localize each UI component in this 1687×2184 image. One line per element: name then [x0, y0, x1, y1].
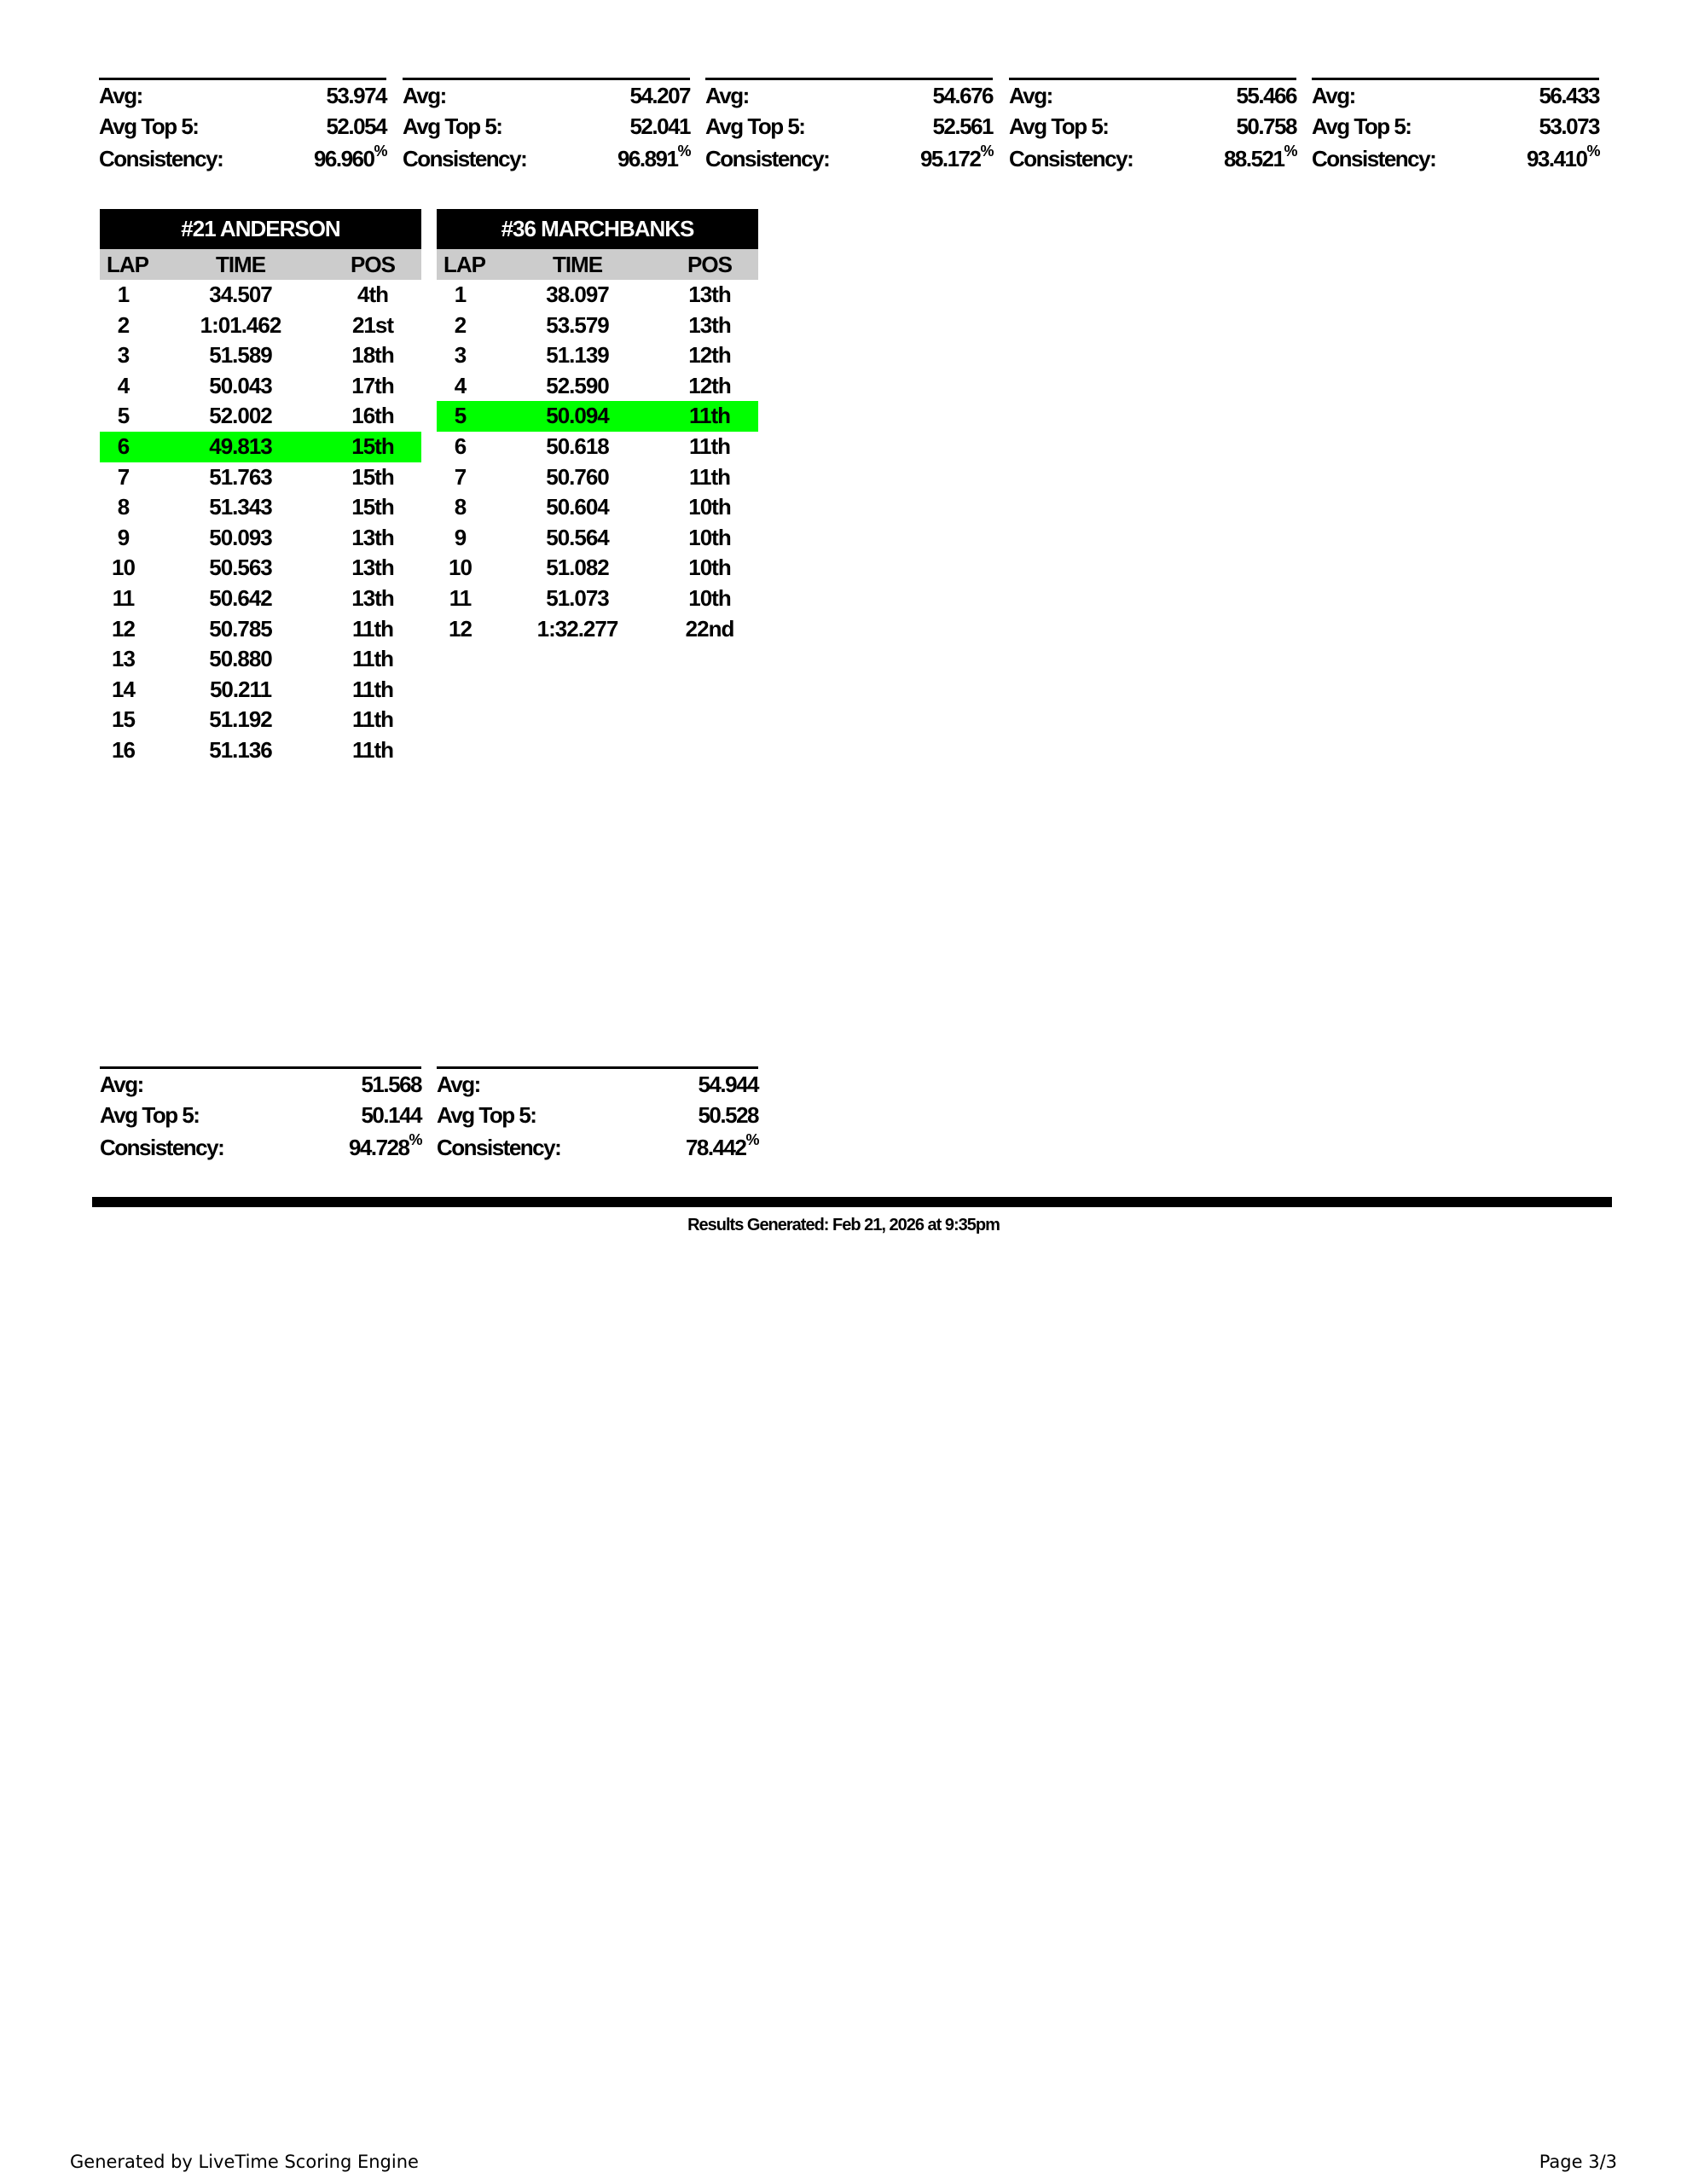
lap-position: 10th — [688, 584, 731, 611]
consistency-row — [1009, 142, 1296, 176]
lap-time: 51.136 — [209, 736, 272, 763]
consistency-row — [100, 1130, 421, 1165]
lap-number: 15 — [112, 706, 135, 733]
consistency-label: Consistency: — [705, 146, 830, 171]
avg-label: Avg: — [1312, 83, 1355, 108]
avg-top-5-number: 52.041 — [629, 113, 690, 139]
lap-position: 15th — [351, 433, 394, 459]
consistency-number: 96.960 — [313, 146, 374, 171]
lap-row — [100, 705, 421, 735]
lap-number: 7 — [454, 463, 467, 490]
avg-top-5-value — [1236, 111, 1296, 142]
lap-number: 4 — [117, 372, 130, 398]
consistency-value — [1224, 142, 1296, 176]
lap-time: 49.813 — [209, 433, 272, 459]
lap-summary — [437, 1066, 758, 1165]
lap-row — [100, 492, 421, 523]
lap-row — [437, 371, 758, 402]
lap-time: 50.564 — [546, 524, 609, 550]
percent-sign: % — [409, 1131, 421, 1148]
lap-position: 11th — [688, 433, 731, 459]
column-lap: LAP — [443, 252, 485, 277]
consistency-number: 94.728 — [348, 1135, 409, 1160]
avg-top-5-value — [629, 111, 690, 142]
consistency-value — [349, 1130, 421, 1165]
consistency-number: 93.410 — [1526, 146, 1587, 171]
avg-top-5-row — [705, 111, 993, 142]
avg-row — [100, 1069, 421, 1100]
avg-value — [326, 80, 386, 111]
lap-time: 50.043 — [209, 372, 272, 398]
lap-number: 12 — [449, 615, 472, 642]
lap-number: 2 — [454, 311, 467, 338]
avg-top-5-value — [326, 111, 386, 142]
lap-time: 50.211 — [209, 676, 272, 702]
avg-top-5-number: 52.054 — [326, 113, 386, 139]
avg-label: Avg: — [100, 1072, 143, 1097]
driver-table — [100, 209, 421, 766]
lap-time: 50.785 — [209, 615, 272, 642]
consistency-value — [920, 142, 993, 176]
consistency-row — [437, 1130, 758, 1165]
lap-time: 51.139 — [546, 342, 609, 369]
lap-row — [437, 280, 758, 311]
lap-number: 3 — [117, 342, 130, 369]
lap-number: 12 — [112, 615, 135, 642]
lap-number: 8 — [117, 494, 130, 520]
avg-number: 53.974 — [326, 83, 386, 108]
lap-time: 1:01.462 — [200, 311, 281, 338]
lap-time: 53.579 — [546, 311, 609, 338]
lap-summary — [1009, 78, 1296, 176]
column-lap: LAP — [107, 252, 148, 277]
avg-number: 55.466 — [1236, 83, 1296, 108]
lap-time: 34.507 — [209, 282, 272, 307]
lap-time: 50.642 — [209, 584, 272, 611]
lap-number: 16 — [112, 736, 135, 763]
avg-row — [705, 80, 993, 111]
column-time: TIME — [552, 252, 603, 277]
consistency-row — [1312, 142, 1599, 176]
consistency-row — [705, 142, 993, 176]
lap-number: 1 — [117, 282, 130, 307]
lap-position: 15th — [351, 494, 394, 520]
avg-number: 54.676 — [932, 83, 993, 108]
lap-position: 13th — [688, 282, 731, 307]
lap-number: 11 — [112, 584, 135, 611]
lap-number: 5 — [454, 403, 467, 429]
lap-number: 9 — [454, 524, 467, 550]
lap-position: 13th — [351, 524, 394, 550]
avg-label: Avg: — [705, 83, 749, 108]
lap-time: 50.880 — [209, 646, 272, 672]
avg-value — [698, 1069, 758, 1100]
lap-position: 11th — [351, 615, 394, 642]
avg-top-5-row — [99, 111, 386, 142]
lap-position: 11th — [688, 463, 731, 490]
consistency-label: Consistency: — [1312, 146, 1436, 171]
lap-number: 8 — [454, 494, 467, 520]
avg-value — [1236, 80, 1296, 111]
lap-row — [100, 553, 421, 584]
lap-number: 11 — [449, 584, 472, 611]
avg-top-5-value — [361, 1100, 421, 1130]
avg-top-5-label: Avg Top 5: — [99, 113, 199, 139]
column-pos: POS — [687, 252, 732, 277]
lap-row — [100, 311, 421, 341]
lap-row — [437, 523, 758, 554]
consistency-label: Consistency: — [1009, 146, 1133, 171]
lap-time: 50.760 — [546, 463, 609, 490]
consistency-row — [403, 142, 690, 176]
lap-row — [437, 553, 758, 584]
best-lap-row — [100, 432, 421, 462]
lap-row — [437, 584, 758, 614]
lap-time: 52.002 — [209, 403, 272, 429]
results-generated-text: Results Generated: Feb 21, 2026 at 9:35pm — [687, 1216, 1000, 1234]
lap-number: 10 — [449, 555, 472, 581]
results-divider — [92, 1197, 1612, 1207]
lap-row — [437, 340, 758, 371]
avg-top-5-number: 53.073 — [1539, 113, 1599, 139]
avg-top-5-label: Avg Top 5: — [100, 1102, 200, 1128]
footer-generator: Generated by LiveTime Scoring Engine — [70, 2152, 419, 2172]
avg-row — [99, 80, 386, 111]
best-lap-row — [437, 401, 758, 432]
avg-top-5-label: Avg Top 5: — [1312, 113, 1412, 139]
lap-time: 50.563 — [209, 555, 272, 581]
driver-name-header: #36 MARCHBANKS — [437, 209, 758, 249]
lap-position: 10th — [688, 524, 731, 550]
avg-value — [361, 1069, 421, 1100]
lap-time: 50.094 — [546, 403, 609, 429]
avg-top-5-value — [932, 111, 993, 142]
avg-top-5-number: 50.758 — [1236, 113, 1296, 139]
lap-position: 18th — [351, 342, 394, 369]
lap-time: 50.604 — [546, 494, 609, 520]
column-time: TIME — [215, 252, 266, 277]
consistency-number: 96.891 — [617, 146, 678, 171]
avg-top-5-number: 50.144 — [361, 1102, 421, 1128]
percent-sign: % — [374, 142, 386, 160]
lap-time: 52.590 — [546, 372, 609, 398]
lap-position: 11th — [351, 676, 394, 702]
lap-number: 5 — [117, 403, 130, 429]
lap-summary — [99, 78, 386, 176]
avg-number: 54.207 — [629, 83, 690, 108]
avg-row — [403, 80, 690, 111]
percent-sign: % — [745, 1131, 758, 1148]
avg-top-5-label: Avg Top 5: — [437, 1102, 536, 1128]
lap-position: 4th — [357, 282, 388, 307]
consistency-label: Consistency: — [100, 1135, 224, 1160]
driver-table — [437, 209, 758, 644]
lap-row — [437, 492, 758, 523]
avg-value — [932, 80, 993, 111]
avg-top-5-row — [1009, 111, 1296, 142]
lap-time: 51.073 — [546, 584, 609, 611]
avg-row — [1009, 80, 1296, 111]
lap-number: 7 — [117, 463, 130, 490]
percent-sign: % — [1586, 142, 1599, 160]
avg-top-5-value — [1539, 111, 1599, 142]
lap-row — [100, 523, 421, 554]
avg-top-5-value — [698, 1100, 758, 1130]
column-pos: POS — [351, 252, 395, 277]
avg-top-5-number: 52.561 — [932, 113, 993, 139]
avg-number: 56.433 — [1539, 83, 1599, 108]
avg-top-5-label: Avg Top 5: — [1009, 113, 1109, 139]
lap-summary — [705, 78, 993, 176]
lap-row — [437, 614, 758, 645]
lap-position: 22nd — [685, 615, 734, 642]
lap-time: 50.093 — [209, 524, 272, 550]
avg-top-5-label: Avg Top 5: — [705, 113, 805, 139]
consistency-value — [617, 142, 690, 176]
lap-position: 15th — [351, 463, 394, 490]
lap-row — [100, 675, 421, 706]
lap-row — [437, 311, 758, 341]
lap-time: 51.082 — [546, 555, 609, 581]
consistency-row — [99, 142, 386, 176]
avg-row — [437, 1069, 758, 1100]
lap-row — [100, 584, 421, 614]
lap-position: 13th — [688, 311, 731, 338]
column-header-row — [437, 249, 758, 280]
lap-position: 16th — [351, 403, 394, 429]
avg-value — [629, 80, 690, 111]
avg-top-5-row — [100, 1100, 421, 1130]
avg-number: 51.568 — [361, 1072, 421, 1097]
consistency-value — [686, 1130, 758, 1165]
lap-number: 6 — [117, 433, 130, 459]
consistency-number: 88.521 — [1223, 146, 1284, 171]
percent-sign: % — [1284, 142, 1296, 160]
avg-label: Avg: — [1009, 83, 1052, 108]
lap-row — [437, 462, 758, 493]
lap-position: 21st — [351, 311, 394, 338]
lap-row — [100, 401, 421, 432]
lap-time: 51.343 — [209, 494, 272, 520]
driver-name-header: #21 ANDERSON — [100, 209, 421, 249]
lap-summary — [100, 1066, 421, 1165]
lap-position: 10th — [688, 494, 731, 520]
lap-number: 14 — [112, 676, 135, 702]
lap-position: 12th — [688, 372, 731, 398]
lap-time: 50.618 — [546, 433, 609, 459]
avg-row — [1312, 80, 1599, 111]
avg-top-5-label: Avg Top 5: — [403, 113, 502, 139]
avg-top-5-row — [1312, 111, 1599, 142]
lap-position: 12th — [688, 342, 731, 369]
lap-position: 11th — [688, 403, 731, 429]
lap-number: 6 — [454, 433, 467, 459]
avg-label: Avg: — [99, 83, 142, 108]
consistency-number: 95.172 — [919, 146, 981, 171]
consistency-value — [1527, 142, 1599, 176]
lap-summary — [1312, 78, 1599, 176]
lap-position: 11th — [351, 736, 394, 763]
consistency-label: Consistency: — [403, 146, 527, 171]
lap-row — [100, 371, 421, 402]
lap-row — [437, 432, 758, 462]
lap-position: 17th — [351, 372, 394, 398]
lap-position: 11th — [351, 706, 394, 733]
lap-number: 4 — [454, 372, 467, 398]
lap-number: 2 — [117, 311, 130, 338]
percent-sign: % — [677, 142, 690, 160]
avg-label: Avg: — [403, 83, 446, 108]
lap-row — [100, 735, 421, 766]
lap-time: 51.763 — [209, 463, 272, 490]
lap-time: 51.192 — [209, 706, 272, 733]
lap-number: 9 — [117, 524, 130, 550]
lap-time: 51.589 — [209, 342, 272, 369]
lap-summary — [403, 78, 690, 176]
footer-page-number: Page 3/3 — [1539, 2152, 1617, 2172]
lap-position: 11th — [351, 646, 394, 672]
avg-top-5-row — [403, 111, 690, 142]
lap-row — [100, 462, 421, 493]
percent-sign: % — [980, 142, 993, 160]
lap-number: 1 — [454, 282, 467, 307]
lap-number: 13 — [112, 646, 135, 672]
lap-position: 13th — [351, 555, 394, 581]
avg-value — [1539, 80, 1599, 111]
consistency-value — [314, 142, 386, 176]
lap-time: 1:32.277 — [536, 615, 618, 642]
lap-position: 10th — [688, 555, 731, 581]
column-header-row — [100, 249, 421, 280]
lap-time: 38.097 — [546, 282, 609, 307]
consistency-label: Consistency: — [437, 1135, 561, 1160]
avg-label: Avg: — [437, 1072, 480, 1097]
consistency-number: 78.442 — [685, 1135, 746, 1160]
lap-number: 3 — [454, 342, 467, 369]
lap-row — [100, 644, 421, 675]
lap-row — [100, 340, 421, 371]
avg-top-5-number: 50.528 — [698, 1102, 758, 1128]
avg-top-5-row — [437, 1100, 758, 1130]
lap-row — [100, 280, 421, 311]
consistency-label: Consistency: — [99, 146, 223, 171]
lap-number: 10 — [112, 555, 135, 581]
avg-number: 54.944 — [698, 1072, 758, 1097]
lap-position: 13th — [351, 584, 394, 611]
lap-row — [100, 614, 421, 645]
